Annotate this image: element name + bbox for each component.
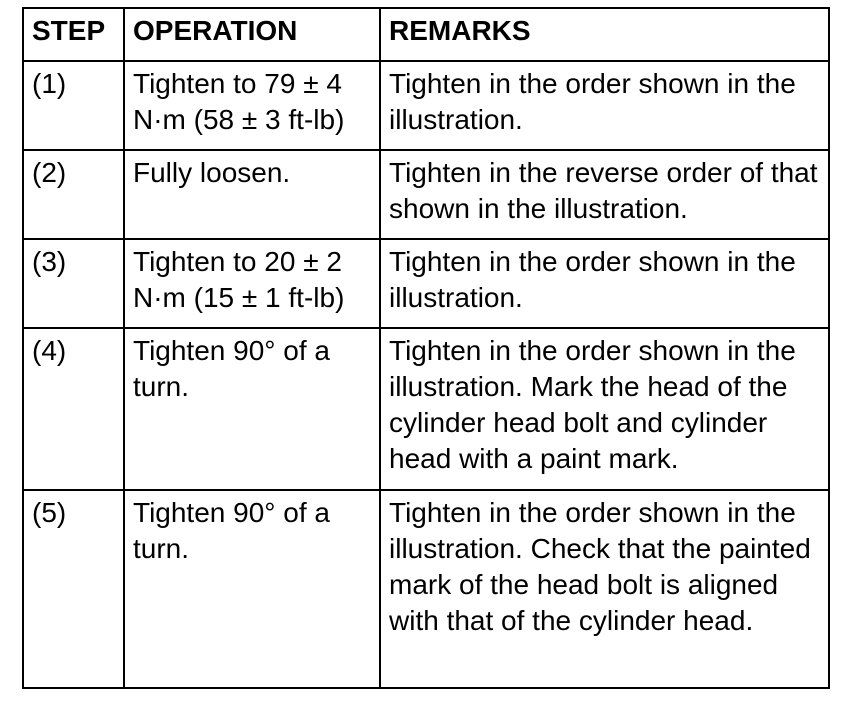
header-step: STEP xyxy=(23,8,124,61)
table-row xyxy=(23,328,829,490)
remarks-cell: Tighten in the order shown in the illustration. xyxy=(380,61,829,150)
operation-cell: Fully loosen. xyxy=(124,150,380,239)
header-remarks: REMARKS xyxy=(380,8,829,61)
remarks-cell: Tighten in the order shown in the illustration. Check that the painted mark of the head bolt is aligned with that of the cylinder head. xyxy=(380,490,829,688)
step-cell: (4) xyxy=(23,328,124,490)
table-row xyxy=(23,150,829,239)
remarks-cell: Tighten in the reverse order of that shown in the illustration. xyxy=(380,150,829,239)
step-cell: (1) xyxy=(23,61,124,150)
table-row xyxy=(23,61,829,150)
operation-cell: Tighten to 20 ± 2 N·m (15 ± 1 ft-lb) xyxy=(124,239,380,328)
operation-cell: Tighten to 79 ± 4 N·m (58 ± 3 ft-lb) xyxy=(124,61,380,150)
table-row xyxy=(23,239,829,328)
table-row xyxy=(23,490,829,688)
operation-cell: Tighten 90° of a turn. xyxy=(124,490,380,688)
remarks-cell: Tighten in the order shown in the illustration. xyxy=(380,239,829,328)
step-cell: (2) xyxy=(23,150,124,239)
header-operation: OPERATION xyxy=(124,8,380,61)
table-header-row xyxy=(23,8,829,61)
operation-cell: Tighten 90° of a turn. xyxy=(124,328,380,490)
remarks-cell: Tighten in the order shown in the illustration. Mark the head of the cylinder head bolt and cylinder head with a paint mark. xyxy=(380,328,829,490)
step-cell: (3) xyxy=(23,239,124,328)
step-cell: (5) xyxy=(23,490,124,688)
tightening-steps-table xyxy=(22,7,830,689)
